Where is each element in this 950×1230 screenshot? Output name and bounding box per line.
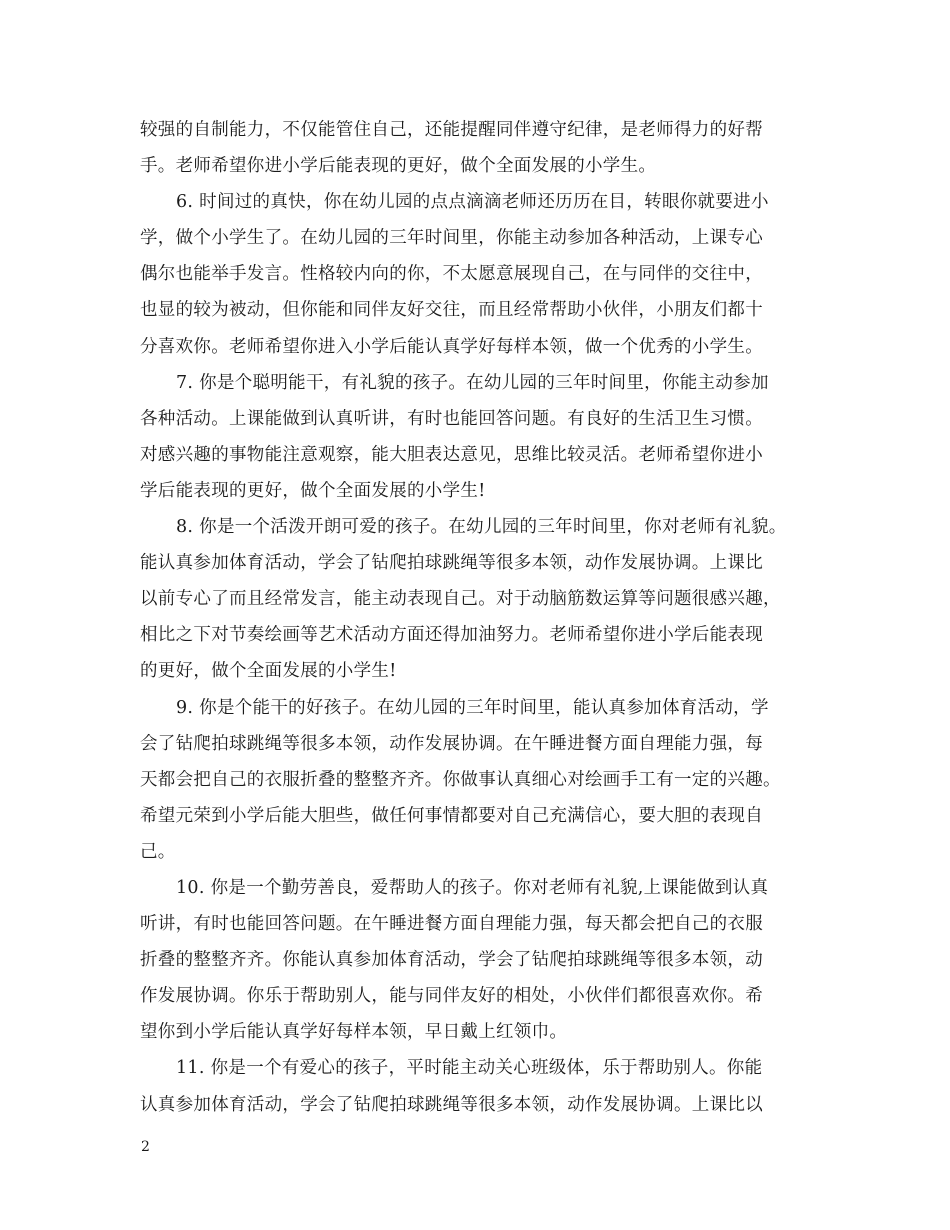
text-line: 各种活动。上课能做到认真听讲，有时也能回答问题。有良好的生活卫生习惯。 bbox=[140, 408, 763, 429]
paragraph-first-line: 11. 你是一个有爱心的孩子，平时能主动关心班级体，乐于帮助别人。你能 bbox=[176, 1058, 763, 1079]
text-line: 望你到小学后能认真学好每样本领，早日戴上红领巾。 bbox=[140, 1022, 568, 1043]
paragraph-first-line: 8. 你是一个活泼开朗可爱的孩子。在幼儿园的三年时间里，你对老师有礼貌。 bbox=[176, 517, 787, 538]
paragraph-first-line: 7. 你是个聪明能干，有礼貌的孩子。在幼儿园的三年时间里，你能主动参加 bbox=[176, 372, 769, 393]
text-line: 也显的较为被动，但你能和同伴友好交往，而且经常帮助小伙伴，小朋友们都十 bbox=[140, 300, 763, 321]
page-number: 2 bbox=[141, 1139, 150, 1155]
text-line: 能认真参加体育活动，学会了钻爬拍球跳绳等很多本领，动作发展协调。上课比 bbox=[140, 553, 763, 574]
text-line: 天都会把自己的衣服折叠的整整齐齐。你做事认真细心对绘画手工有一定的兴趣。 bbox=[140, 769, 781, 790]
text-line: 分喜欢你。老师希望你进入小学后能认真学好每样本领，做一个优秀的小学生。 bbox=[140, 336, 763, 357]
text-line: 对感兴趣的事物能注意观察，能大胆表达意见，思维比较灵活。老师希望你进小 bbox=[140, 444, 763, 465]
text-line: 相比之下对节奏绘画等艺术活动方面还得加油努力。老师希望你进小学后能表现 bbox=[140, 625, 763, 646]
text-line: 学，做个小学生了。在幼儿园的三年时间里，你能主动参加各种活动，上课专心 bbox=[140, 228, 763, 249]
text-line: 会了钻爬拍球跳绳等很多本领，动作发展协调。在午睡进餐方面自理能力强，每 bbox=[140, 733, 763, 754]
paragraph-first-line: 6. 时间过的真快，你在幼儿园的点点滴滴老师还历历在目，转眼你就要进小 bbox=[176, 192, 769, 213]
text-line: 希望元荣到小学后能大胆些，做任何事情都要对自己充满信心，要大胆的表现自 bbox=[140, 805, 763, 826]
text-line: 认真参加体育活动，学会了钻爬拍球跳绳等很多本领，动作发展协调。上课比以 bbox=[140, 1094, 763, 1115]
text-line: 偶尔也能举手发言。性格较内向的你，不太愿意展现自己，在与同伴的交往中， bbox=[140, 264, 763, 285]
text-line: 听讲，有时也能回答问题。在午睡进餐方面自理能力强，每天都会把自己的衣服 bbox=[140, 914, 763, 935]
text-line: 手。老师希望你进小学后能表现的更好，做个全面发展的小学生。 bbox=[140, 156, 657, 177]
text-line: 己。 bbox=[140, 841, 176, 862]
paragraph-first-line: 9. 你是个能干的好孩子。在幼儿园的三年时间里，能认真参加体育活动，学 bbox=[176, 697, 769, 718]
text-line: 学后能表现的更好，做个全面发展的小学生! bbox=[140, 480, 486, 501]
text-line: 以前专心了而且经常发言，能主动表现自己。对于动脑筋数运算等问题很感兴趣， bbox=[140, 589, 781, 610]
text-line: 作发展协调。你乐于帮助别人，能与同伴友好的相处，小伙伴们都很喜欢你。希 bbox=[140, 986, 763, 1007]
text-line: 较强的自制能力，不仅能管住自己，还能提醒同伴遵守纪律，是老师得力的好帮 bbox=[140, 120, 763, 140]
text-line: 的更好，做个全面发展的小学生! bbox=[140, 661, 397, 682]
text-line: 折叠的整整齐齐。你能认真参加体育活动，学会了钻爬拍球跳绳等很多本领，动 bbox=[140, 950, 763, 971]
paragraph-first-line: 10. 你是一个勤劳善良，爱帮助人的孩子。你对老师有礼貌,上课能做到认真 bbox=[176, 877, 769, 898]
document-body bbox=[140, 112, 810, 1123]
